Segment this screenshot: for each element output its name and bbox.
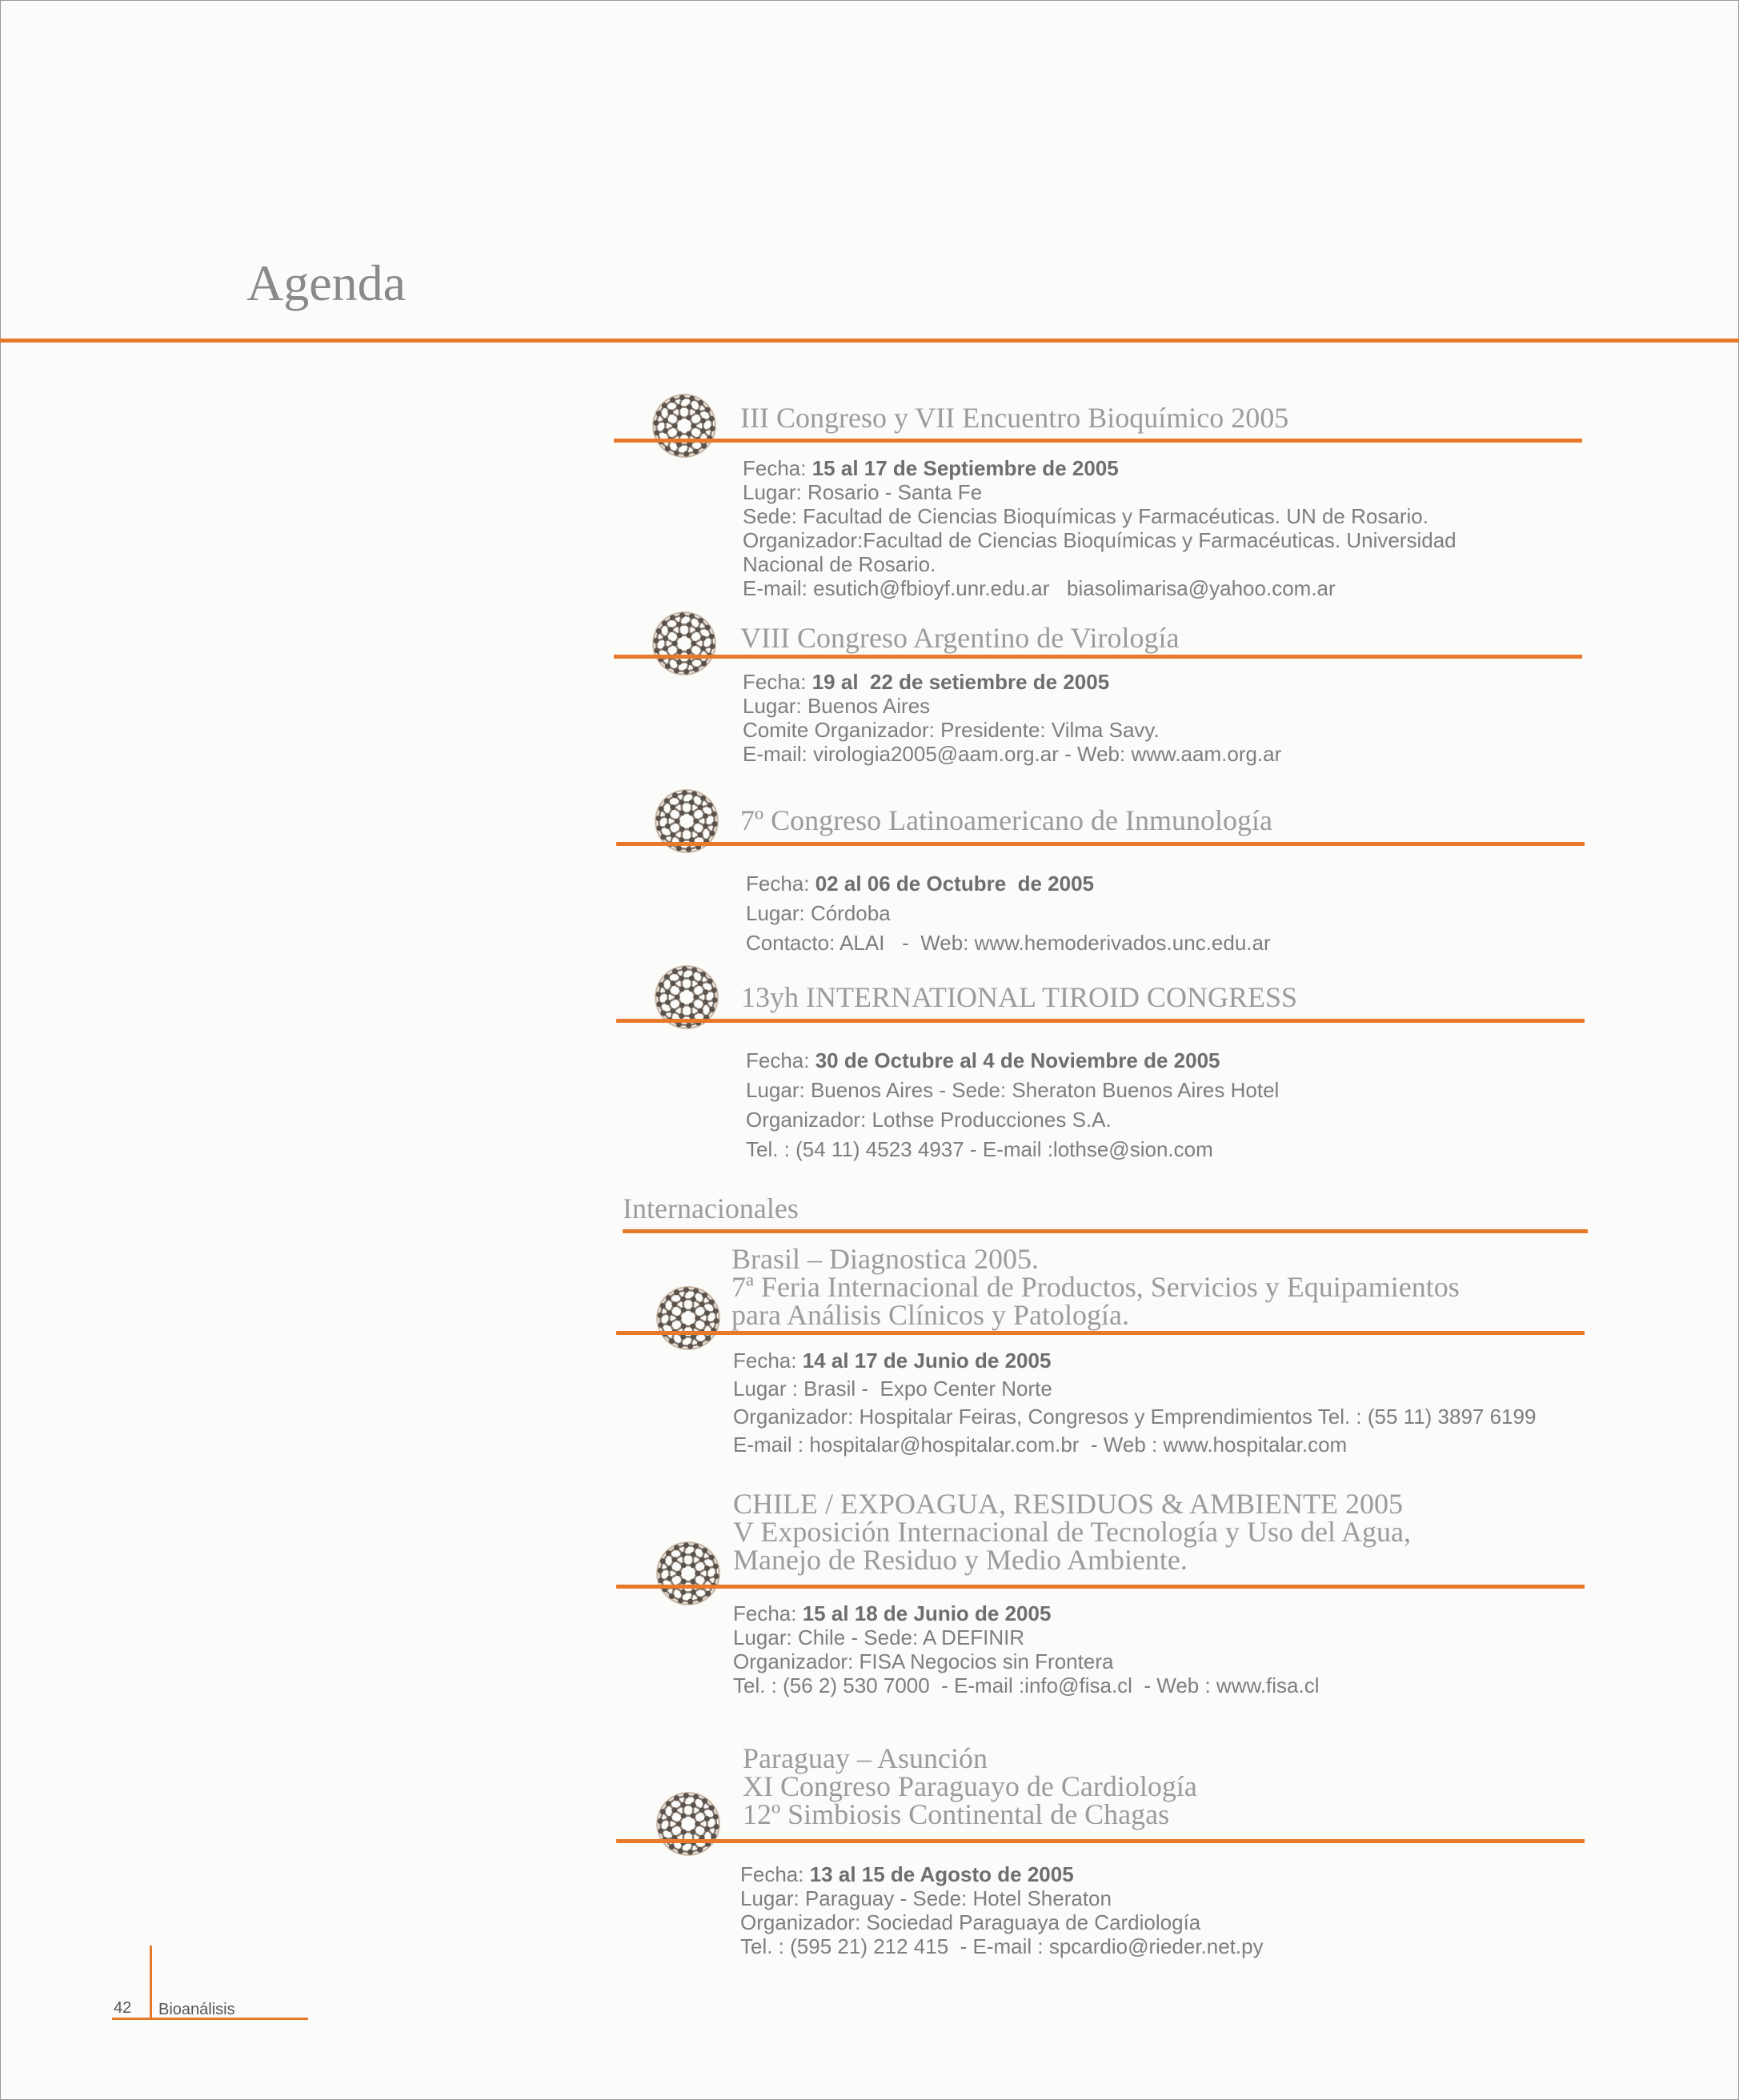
fullerene-icon bbox=[655, 1284, 722, 1352]
event-line: Organizador: Sociedad Paraguaya de Cardiología bbox=[740, 1910, 1201, 1934]
event-details bbox=[733, 1601, 1320, 1697]
event-details bbox=[740, 1862, 1264, 1958]
event-line: Organizador: Hospitalar Feiras, Congresos y Emprendimientos Tel. : (55 11) 3897 6199 bbox=[733, 1405, 1537, 1429]
event-rule bbox=[616, 1331, 1585, 1335]
date-value: 02 al 06 de Octubre de 2005 bbox=[815, 872, 1095, 896]
event-details bbox=[746, 869, 1271, 958]
event-line: E-mail: virologia2005@aam.org.ar - Web: www.aam.org.ar bbox=[743, 742, 1282, 766]
section-title: Internacionales bbox=[623, 1192, 799, 1224]
date-value: 30 de Octubre al 4 de Noviembre de 2005 bbox=[815, 1048, 1220, 1072]
event-title: CHILE / EXPOAGUA, RESIDUOS & AMBIENTE 2005 V Exposición Internacional de Tecnología y Uso del Agua, Manejo de Residuo y Medio Ambiente. bbox=[733, 1488, 1411, 1576]
magazine-name: Bioanálisis bbox=[158, 2001, 235, 2018]
event-title: III Congreso y VII Encuentro Bioquímico 2005 bbox=[740, 402, 1289, 434]
event-rule bbox=[616, 842, 1585, 846]
fullerene-icon bbox=[655, 1790, 722, 1858]
event-title: Paraguay – Asunción XI Congreso Paraguayo de Cardiología 12º Simbiosis Continental de Chagas bbox=[743, 1742, 1197, 1830]
date-label: Fecha: bbox=[743, 456, 812, 480]
fullerene-icon bbox=[655, 1540, 722, 1607]
event-line: Tel. : (595 21) 212 415 - E-mail : spcardio@rieder.net.py bbox=[740, 1934, 1264, 1958]
page-number: 42 bbox=[114, 1999, 132, 2017]
event-line: Organizador: Lothse Producciones S.A. bbox=[746, 1108, 1112, 1132]
event-line: Lugar: Chile - Sede: A DEFINIR bbox=[733, 1625, 1025, 1649]
event-title: Brasil – Diagnostica 2005. 7ª Feria Internacional de Productos, Servicios y Equipamientos para Análisis Clínicos y Patología. bbox=[731, 1243, 1460, 1331]
event-line: Tel. : (54 11) 4523 4937 - E-mail :lothse@sion.com bbox=[746, 1137, 1213, 1161]
fullerene-icon bbox=[651, 610, 718, 677]
event-rule bbox=[616, 1019, 1585, 1023]
date-value: 19 al 22 de setiembre de 2005 bbox=[811, 670, 1110, 694]
event-line: Lugar: Paraguay - Sede: Hotel Sheraton bbox=[740, 1886, 1112, 1910]
date-value: 15 al 17 de Septiembre de 2005 bbox=[811, 456, 1119, 480]
event-line: Organizador:Facultad de Ciencias Bioquímicas y Farmacéuticas. Universidad bbox=[743, 528, 1457, 552]
event-date bbox=[733, 1601, 1320, 1625]
event-line: Lugar: Rosario - Santa Fe bbox=[743, 480, 983, 504]
event-line: Comite Organizador: Presidente: Vilma Savy. bbox=[743, 718, 1160, 742]
event-date bbox=[733, 1347, 1536, 1375]
event-line: E-mail : hospitalar@hospitalar.com.br - Web : www.hospitalar.com bbox=[733, 1433, 1348, 1457]
footer-divider bbox=[150, 1946, 152, 2018]
date-label: Fecha: bbox=[733, 1349, 803, 1373]
event-details bbox=[733, 1347, 1536, 1459]
event-line: Lugar: Buenos Aires - Sede: Sheraton Buenos Aires Hotel bbox=[746, 1078, 1280, 1102]
title-rule bbox=[0, 339, 1739, 343]
date-value: 15 al 18 de Junio de 2005 bbox=[802, 1601, 1052, 1625]
event-line: E-mail: esutich@fbioyf.unr.edu.ar biasolimarisa@yahoo.com.ar bbox=[743, 576, 1336, 600]
event-line: Nacional de Rosario. bbox=[743, 552, 936, 576]
date-value: 13 al 15 de Agosto de 2005 bbox=[809, 1862, 1074, 1886]
date-label: Fecha: bbox=[740, 1862, 810, 1886]
date-label: Fecha: bbox=[743, 670, 812, 694]
event-date bbox=[740, 1862, 1264, 1886]
event-details bbox=[743, 670, 1281, 766]
date-label: Fecha: bbox=[733, 1601, 803, 1625]
event-line: Lugar : Brasil - Expo Center Norte bbox=[733, 1377, 1052, 1401]
event-date bbox=[743, 670, 1281, 694]
page-title: Agenda bbox=[246, 254, 407, 311]
event-line: Sede: Facultad de Ciencias Bioquímicas y Farmacéuticas. UN de Rosario. bbox=[743, 504, 1428, 528]
event-line: Contacto: ALAI - Web: www.hemoderivados.unc.edu.ar bbox=[746, 931, 1271, 955]
event-date bbox=[746, 1046, 1279, 1076]
date-label: Fecha: bbox=[746, 872, 815, 896]
event-line: Lugar: Córdoba bbox=[746, 901, 891, 925]
event-rule bbox=[614, 439, 1582, 443]
event-line: Organizador: FISA Negocios sin Frontera bbox=[733, 1649, 1114, 1673]
event-line: Tel. : (56 2) 530 7000 - E-mail :info@fisa.cl - Web : www.fisa.cl bbox=[733, 1673, 1320, 1697]
date-label: Fecha: bbox=[746, 1048, 815, 1072]
event-title: 7º Congreso Latinoamericano de Inmunología bbox=[740, 804, 1272, 836]
event-title: VIII Congreso Argentino de Virología bbox=[740, 622, 1180, 654]
event-details bbox=[746, 1046, 1279, 1164]
event-rule bbox=[616, 1585, 1585, 1589]
event-date bbox=[746, 869, 1271, 899]
event-rule bbox=[616, 1839, 1585, 1843]
date-value: 14 al 17 de Junio de 2005 bbox=[802, 1349, 1052, 1373]
event-details bbox=[743, 456, 1457, 600]
section-rule bbox=[623, 1229, 1588, 1233]
fullerene-icon bbox=[651, 392, 718, 459]
event-title: 13yh INTERNATIONAL TIROID CONGRESS bbox=[741, 981, 1297, 1013]
event-date bbox=[743, 456, 1457, 480]
event-line: Lugar: Buenos Aires bbox=[743, 694, 931, 718]
event-rule bbox=[614, 655, 1582, 659]
